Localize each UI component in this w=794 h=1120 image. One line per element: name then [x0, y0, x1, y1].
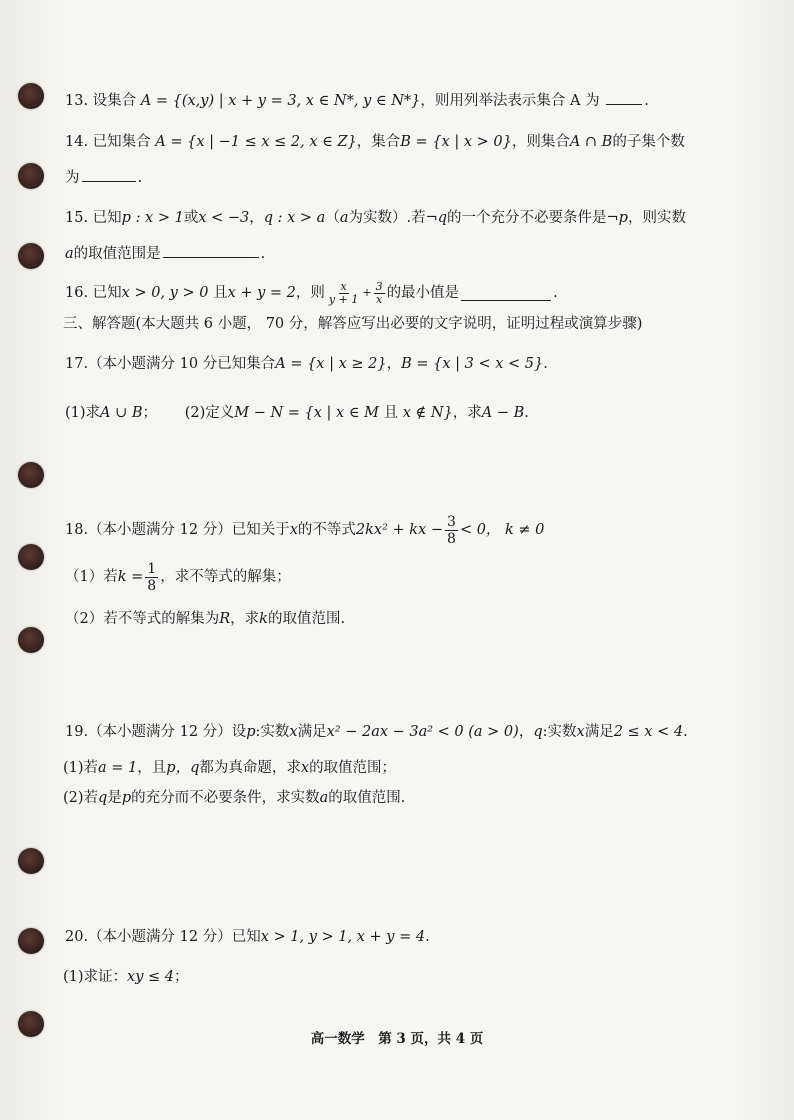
- answer-blank: [606, 90, 642, 105]
- question-text: 已知: [92, 285, 122, 301]
- set-expression: B = {x | x > 0}: [400, 134, 512, 150]
- question-text: 已知: [92, 210, 122, 226]
- math-expression: a: [339, 210, 349, 226]
- binder-hole: [18, 163, 44, 189]
- question-text: 已知集合: [92, 134, 151, 150]
- math-expression: x: [289, 724, 298, 740]
- question-text: ，且: [137, 760, 167, 776]
- question-number: 15.: [65, 210, 89, 226]
- math-expression: x + y = 2: [227, 285, 296, 301]
- fraction: [445, 514, 458, 547]
- question-text: （本小题满分 12 分）设: [88, 724, 247, 740]
- end-mark: .: [425, 929, 430, 945]
- question-text: 满足: [297, 724, 327, 740]
- end-mark: .: [260, 246, 266, 262]
- end-mark: .: [137, 170, 143, 186]
- math-expression: < 0，: [459, 522, 501, 538]
- part-label: (2)若: [63, 790, 99, 806]
- part-label: (2)定义: [184, 405, 235, 421]
- end-mark: ；: [142, 405, 158, 421]
- question-19-part-1: [63, 758, 754, 778]
- binder-hole: [18, 848, 44, 874]
- question-text: 的最小值是: [386, 285, 460, 301]
- end-mark: .: [644, 93, 649, 109]
- binder-hole: [18, 462, 44, 488]
- fraction-denominator: 8: [147, 577, 157, 594]
- math-expression: p，q: [166, 760, 200, 776]
- question-text: ，求不等式的解集；: [160, 569, 291, 585]
- question-text: 的取值范围.: [267, 611, 346, 627]
- part-label: (1)求: [65, 405, 101, 421]
- question-text: ，则: [295, 285, 325, 301]
- question-text: （本小题满分 10 分已知集合: [88, 356, 276, 372]
- question-14: [65, 132, 754, 152]
- question-text: 的子集个数: [612, 134, 685, 150]
- question-number: 18.: [65, 522, 89, 538]
- fraction: [327, 281, 360, 306]
- question-18: [65, 514, 754, 546]
- question-19-part-2: [63, 788, 754, 808]
- fraction: [145, 561, 158, 594]
- question-number: 14.: [65, 134, 89, 150]
- question-15: [65, 208, 754, 228]
- question-text: 的不等式: [297, 522, 356, 538]
- math-expression: p : x > 1: [121, 210, 184, 226]
- question-number: 17.: [65, 356, 89, 372]
- math-expression: k: [259, 611, 268, 627]
- question-20: [65, 927, 754, 947]
- math-expression: x > 0, y > 0: [121, 285, 209, 301]
- question-number: 20.: [65, 929, 89, 945]
- fraction-denominator: y + 1: [328, 292, 359, 306]
- question-text: 且: [383, 405, 399, 421]
- question-16: [65, 278, 754, 308]
- question-text: 的取值范围；: [309, 760, 397, 776]
- fraction-numerator: 3: [375, 279, 383, 293]
- question-text: :实数: [542, 724, 577, 740]
- set-expression: A ∩ B: [569, 134, 613, 150]
- end-mark: ；: [174, 969, 189, 985]
- question-number: 13.: [65, 93, 89, 109]
- binder-hole: [18, 243, 44, 269]
- question-13: [65, 90, 754, 111]
- question-text: 是: [107, 790, 122, 806]
- math-expression: x: [289, 522, 298, 538]
- question-text: 的取值范围是: [73, 246, 161, 262]
- answer-blank: [82, 167, 136, 182]
- set-expression: A ∪ B: [100, 405, 143, 421]
- set-expression: x ∉ N}: [402, 405, 453, 421]
- question-text: ，求: [452, 405, 482, 421]
- math-expression: k ≠ 0: [505, 522, 545, 538]
- math-expression: x > 1, y > 1, x + y = 4: [260, 929, 426, 945]
- part-label: (1)若: [63, 760, 99, 776]
- fraction-denominator: x: [375, 292, 383, 306]
- part-label: （2）若不等式的解集为: [65, 611, 220, 627]
- footer-text: 高一数学 第 3 页，共 4 页: [310, 1031, 484, 1047]
- question-17-parts: [65, 403, 754, 423]
- math-expression: 2 ≤ x < 4: [613, 724, 684, 740]
- question-text: （: [325, 210, 340, 226]
- question-text: ，集合: [356, 134, 401, 150]
- question-text: ，则用列举法表示集合 A 为: [420, 93, 600, 109]
- question-19: [65, 722, 754, 742]
- answer-blank: [163, 243, 259, 258]
- set-expression: A = {(x,y) | x + y = 3, x ∈ N*, y ∈ N*}: [140, 93, 421, 109]
- binder-hole: [18, 83, 44, 109]
- section-title: 三、解答题(本大题共 6 小题， 70 分，解答应写出必要的文字说明，证明过程或演算步骤): [63, 316, 643, 332]
- question-text: 的充分而不必要条件，求实数: [131, 790, 320, 806]
- end-mark: .: [524, 405, 529, 421]
- set-expression: M − N = {x | x ∈ M: [234, 405, 380, 421]
- question-17: [65, 354, 754, 374]
- question-text: （本小题满分 12 分）已知关于: [88, 522, 290, 538]
- math-expression: 2kx² + kx −: [355, 522, 444, 538]
- question-text: ，: [386, 356, 402, 372]
- part-label: (1)求证：: [63, 969, 128, 985]
- end-mark: .: [683, 724, 688, 740]
- question-20-part-1: [63, 967, 754, 987]
- question-text: :实数: [255, 724, 290, 740]
- question-text: 为: [65, 170, 80, 186]
- binder-hole: [18, 627, 44, 653]
- question-text: 或: [183, 210, 199, 226]
- question-text: （本小题满分 12 分）已知: [88, 929, 261, 945]
- math-expression: R: [219, 611, 231, 627]
- fraction-denominator: 8: [447, 530, 456, 547]
- math-expression: p: [121, 790, 132, 806]
- fraction-numerator: x: [340, 279, 347, 293]
- math-expression: a: [65, 246, 74, 262]
- math-expression: q: [98, 790, 108, 806]
- question-text: ，则集合: [511, 134, 570, 150]
- set-expression: A = {x | −1 ≤ x ≤ 2, x ∈ Z}: [155, 134, 357, 150]
- question-number: 19.: [65, 724, 89, 740]
- question-text: 的取值范围.: [328, 790, 406, 806]
- fraction-numerator: 1: [147, 560, 157, 577]
- math-expression: a = 1: [98, 760, 138, 776]
- question-15-line-2: [65, 243, 754, 264]
- plus-sign: +: [362, 286, 372, 299]
- question-text: 都为真命题，求: [199, 760, 301, 776]
- question-number: 16.: [65, 285, 89, 301]
- math-expression: ¬p: [606, 210, 628, 226]
- question-14-line-2: [65, 167, 754, 188]
- math-expression: xy ≤ 4: [127, 969, 175, 985]
- end-mark: .: [553, 285, 558, 301]
- fraction: [374, 281, 385, 306]
- math-expression: ¬q: [425, 210, 448, 226]
- math-expression: x: [300, 760, 310, 776]
- math-expression: k =: [117, 569, 144, 585]
- page-footer: [0, 1027, 794, 1047]
- math-expression: q : x > a: [263, 210, 326, 226]
- question-18-part-2: [65, 609, 754, 629]
- math-expression: x² − 2ax − 3a² < 0 (a > 0): [326, 724, 519, 740]
- set-expression: A = {x | x ≥ 2}: [275, 356, 387, 372]
- question-text: 的一个充分不必要条件是: [447, 210, 607, 226]
- part-label: （1）若: [65, 569, 118, 585]
- math-expression: x < −3: [198, 210, 250, 226]
- math-expression: p: [246, 724, 256, 740]
- set-expression: B = {x | 3 < x < 5}: [401, 356, 544, 372]
- question-18-part-1: [65, 560, 754, 594]
- math-expression: x: [576, 724, 585, 740]
- question-text: 设集合: [92, 93, 137, 109]
- question-text: 满足: [584, 724, 614, 740]
- end-mark: .: [543, 356, 548, 372]
- question-text: 为实数）.若: [348, 210, 426, 226]
- binder-hole: [18, 544, 44, 570]
- answer-blank: [461, 286, 551, 301]
- question-text: ，则实数: [627, 210, 686, 226]
- fraction-numerator: 3: [447, 513, 456, 530]
- question-text: ，: [249, 210, 264, 226]
- question-text: ，: [518, 724, 534, 740]
- set-expression: A − B: [481, 405, 525, 421]
- question-text: 且: [213, 285, 228, 301]
- section-heading: [63, 314, 754, 334]
- question-text: ，求: [230, 611, 260, 627]
- binder-hole: [18, 928, 44, 954]
- math-expression: q: [533, 724, 543, 740]
- math-expression: a: [319, 790, 329, 806]
